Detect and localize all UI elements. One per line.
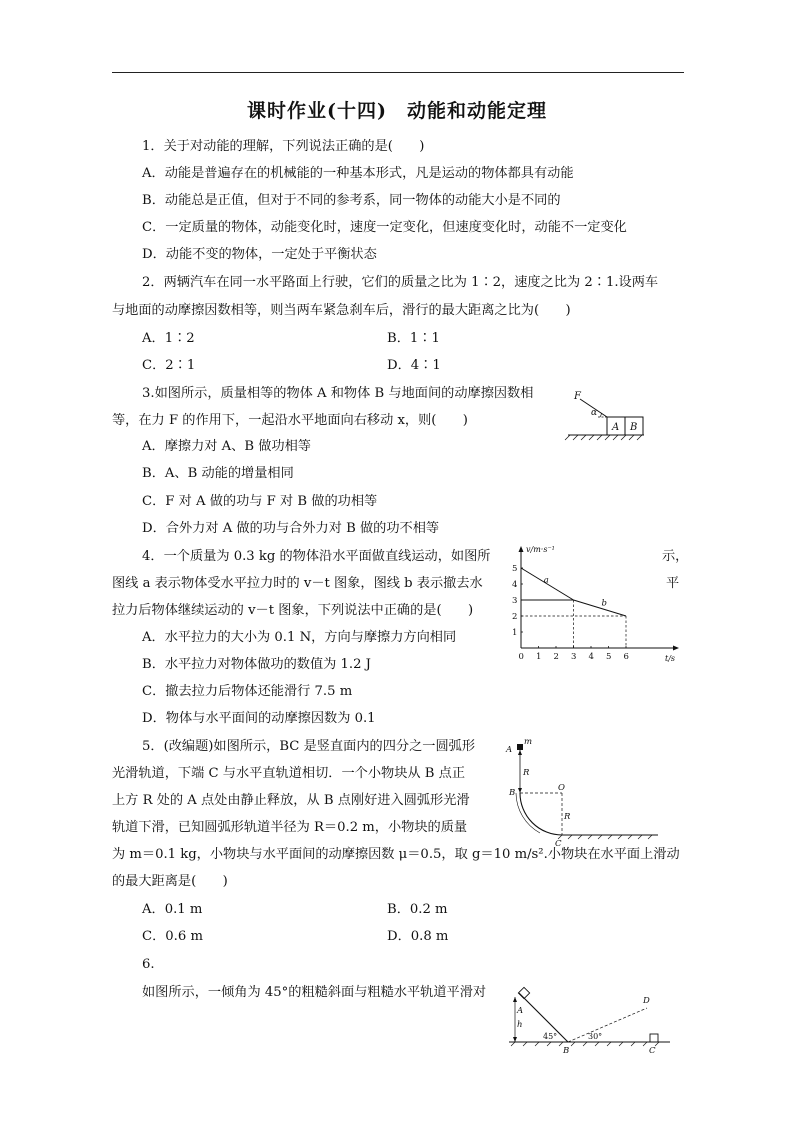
page-title: 课时作业(十四) 动能和动能定理	[247, 100, 547, 122]
q5-arc-track	[520, 793, 562, 835]
q5-label-r1: R	[523, 768, 530, 778]
y-tick-label: 2	[512, 612, 518, 622]
q2-option-c: C．2∶1	[142, 358, 196, 373]
q3-label-alpha: α	[591, 408, 598, 418]
q3-option-c: C．F 对 A 做的功与 F 对 B 做的功相等	[142, 494, 378, 509]
q6-number: 6.	[142, 957, 155, 972]
q4-line3: 拉力后物体继续运动的 v－t 图象，下列说法中正确的是( )	[112, 603, 474, 618]
q6-label-c: C	[649, 1046, 656, 1056]
q5-line5: 为 m＝0.1 kg，小物块与水平面间的动摩擦因数 μ＝0.5，取 g＝10 m/s².小物块在水平面上滑动	[112, 847, 680, 862]
y-tick-label: 4	[512, 580, 518, 590]
q5-line2: 光滑轨道，下端 C 与水平直轨道相切．一个小物块从 B 点正	[112, 766, 466, 781]
chart-x-axis-label: t/s	[665, 654, 676, 663]
q3-option-d: D．合外力对 A 做的功与合外力对 B 做的功不相等	[142, 521, 440, 536]
q5-block-m	[517, 744, 523, 750]
q6-label-d: D	[643, 996, 650, 1006]
q5-label-r2: R	[564, 812, 571, 822]
q1-option-b: B．动能总是正值，但对于不同的参考系，同一物体的动能大小是不同的	[142, 193, 561, 208]
q3-figure	[560, 385, 670, 445]
q3-line1: 3.如图所示，质量相等的物体 A 和物体 B 与地面间的动摩擦因数相	[142, 386, 534, 401]
q1-stem: 1．关于对动能的理解，下列说法正确的是( )	[142, 139, 425, 154]
q2-option-b: B．1∶1	[387, 331, 440, 346]
q4-line1b: 示，	[662, 549, 689, 564]
q3-label-b: B	[630, 422, 638, 433]
q6-figure	[505, 985, 675, 1065]
x-tick-label: 4	[588, 652, 594, 662]
y-tick-label: 3	[512, 596, 518, 606]
x-tick-label: 2	[553, 652, 559, 662]
q2-line2: 与地面的动摩擦因数相等，则当两车紧急刹车后，滑行的最大距离之比为( )	[112, 303, 571, 318]
q5-figure	[500, 735, 670, 850]
q5-line3: 上方 R 处的 A 点处由静止释放，从 B 点刚好进入圆弧形光滑	[112, 793, 470, 808]
q3-option-a: A．摩擦力对 A、B 做功相等	[142, 439, 311, 454]
q6-label-a: A	[517, 1006, 524, 1016]
q6-label-angle30: 30°	[588, 1032, 603, 1041]
q4-option-d: D．物体与水平面间的动摩擦因数为 0.1	[142, 711, 376, 726]
q4-vt-chart	[505, 540, 685, 665]
chart-line-b-label: b	[601, 598, 607, 609]
q4-option-c: C．撤去拉力后物体还能滑行 7.5 m	[142, 684, 353, 699]
x-tick-label: 5	[606, 652, 612, 662]
q1-option-a: A．动能是普遍存在的机械能的一种基本形式，凡是运动的物体都具有动能	[142, 166, 574, 181]
q4-line2b: 平	[666, 576, 680, 591]
q6-line1: 如图所示，一倾角为 45°的粗糙斜面与粗糙水平轨道平滑对	[142, 985, 487, 1000]
q5-label-b: B	[509, 788, 516, 798]
x-tick-label: 1	[536, 652, 542, 662]
x-tick-label: 0	[518, 652, 524, 662]
q6-block	[518, 987, 529, 998]
q4-option-a: A．水平拉力的大小为 0.1 N，方向与摩擦力方向相同	[142, 630, 457, 645]
q5-label-o: O	[558, 783, 565, 793]
q6-dashed-line	[568, 1008, 647, 1042]
q4-option-b: B．水平拉力对物体做功的数值为 1.2 J	[142, 657, 371, 672]
y-tick-label: 5	[512, 564, 518, 574]
q1-option-d: D．动能不变的物体，一定处于平衡状态	[142, 247, 377, 262]
chart-y-axis-label: v/m·s⁻¹	[526, 545, 555, 554]
q4-line2a: 图线 a 表示物体受水平拉力时的 v－t 图象，图线 b 表示撤去水	[112, 576, 483, 591]
q5-line4: 轨道下滑，已知圆弧形轨道半径为 R＝0.2 m，小物块的质量	[112, 820, 468, 835]
q2-option-d: D．4∶1	[387, 358, 441, 373]
y-tick-label: 1	[512, 628, 518, 638]
q2-option-a: A．1∶2	[142, 331, 195, 346]
q2-line1: 2．两辆汽车在同一水平路面上行驶，它们的质量之比为 1∶2，速度之比为 2∶1.设两车	[142, 275, 659, 290]
q6-label-angle45: 45°	[543, 1032, 558, 1041]
q5-line1: 5．(改编题)如图所示，BC 是竖直面内的四分之一圆弧形	[142, 739, 476, 754]
q5-label-a: A	[506, 745, 513, 755]
x-tick-label: 6	[623, 652, 629, 662]
q6-label-h: h	[517, 1020, 523, 1030]
q4-line1a: 4．一个质量为 0.3 kg 的物体沿水平面做直线运动，如图所	[142, 549, 491, 564]
q1-option-c: C．一定质量的物体，动能变化时，速度一定变化，但速度变化时，动能不一定变化	[142, 220, 627, 235]
q5-option-b: B．0.2 m	[387, 902, 448, 917]
q3-label-a: A	[612, 422, 620, 433]
chart-line-a-label: a	[543, 575, 549, 586]
q6-block-c	[650, 1034, 658, 1042]
q3-label-f: F	[574, 391, 581, 402]
q5-option-d: D．0.8 m	[387, 929, 449, 944]
q5-label-c: C	[555, 839, 562, 849]
chart-series-b	[574, 600, 627, 616]
q3-line2: 等，在力 F 的作用下，一起沿水平地面向右移动 x，则( )	[112, 413, 468, 428]
header-rule	[112, 72, 684, 73]
q5-line6: 的最大距离是( )	[112, 874, 228, 889]
x-tick-label: 3	[571, 652, 577, 662]
q6-label-b: B	[563, 1046, 570, 1056]
q3-option-b: B．A、B 动能的增量相同	[142, 466, 294, 481]
q5-option-c: C．0.6 m	[142, 929, 203, 944]
q5-option-a: A．0.1 m	[142, 902, 203, 917]
q5-label-m: m	[524, 737, 533, 747]
